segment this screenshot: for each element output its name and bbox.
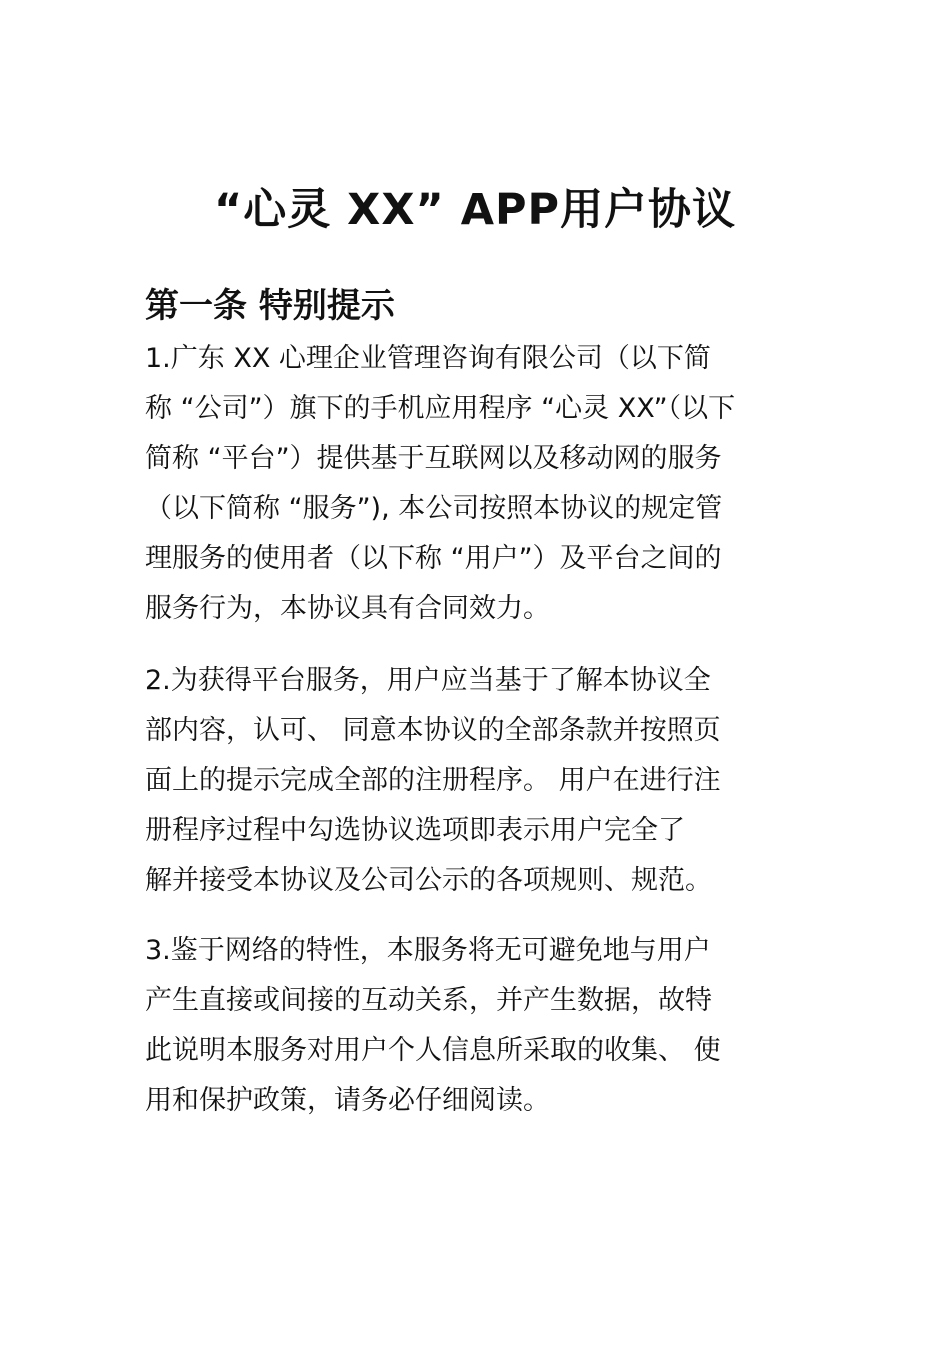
paragraph-line: 此说明本服务对用户个人信息所采取的收集、 使 [145,1035,721,1066]
paragraph-line: 2.为获得平台服务，用户应当基于了解本协议全 [145,665,711,696]
section-heading: 第一条 特别提示 [145,286,395,327]
paragraph-line: 产生直接或间接的互动关系，并产生数据，故特 [145,985,712,1016]
paragraph-line: 称 “公司”）旗下的手机应用程序 “心灵 XX”（以下 [145,393,736,424]
paragraph-2 [145,656,825,906]
paragraph-line: 服务行为，本协议具有合同效力。 [145,593,550,624]
paragraph-line: （以下简称 “服务”), 本公司按照本协议的规定管 [145,493,723,524]
paragraph-line: 部内容，认可、 同意本协议的全部条款并按照页 [145,715,721,746]
document-title: “心灵 XX” APP用户协议 [213,184,737,235]
paragraph-3 [145,926,825,1126]
paragraph-line: 用和保护政策，请务必仔细阅读。 [145,1085,550,1116]
paragraph-line: 解并接受本协议及公司公示的各项规则、规范。 [145,865,712,896]
paragraph-line: 册程序过程中勾选协议选项即表示用户完全了 [145,815,685,846]
paragraph-line: 简称 “平台”）提供基于互联网以及移动网的服务 [145,443,722,474]
paragraph-line: 面上的提示完成全部的注册程序。 用户在进行注 [145,765,721,796]
paragraph-line: 理服务的使用者（以下称 “用户”）及平台之间的 [145,543,722,574]
paragraph-1 [145,334,825,634]
paragraph-line: 3.鉴于网络的特性，本服务将无可避免地与用户 [145,935,711,966]
paragraph-line: 1.广东 XX 心理企业管理咨询有限公司（以下简 [145,343,711,374]
